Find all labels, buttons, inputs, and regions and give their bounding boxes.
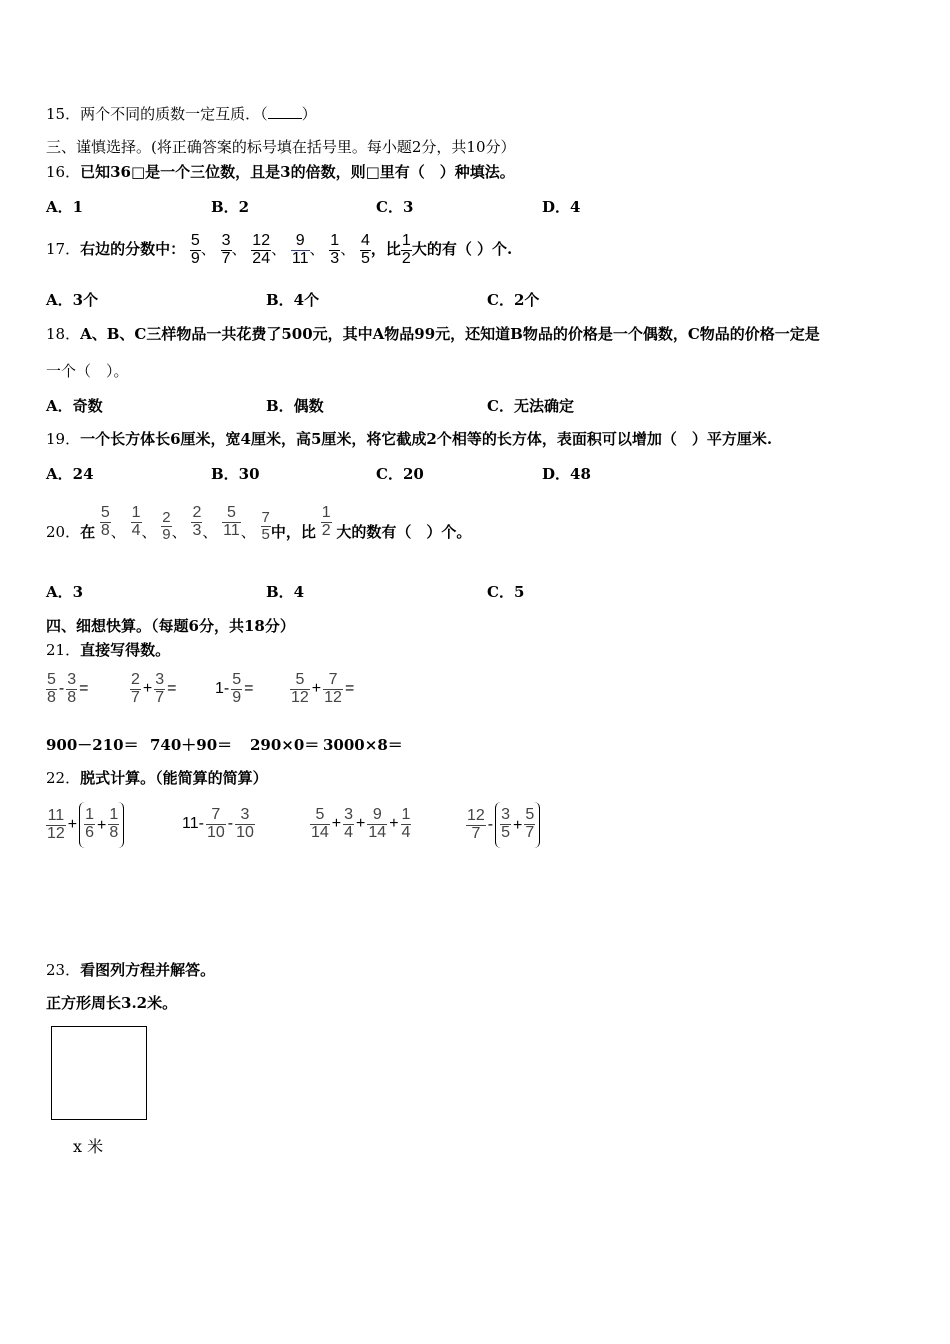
q17-option-a: A．3个 — [46, 291, 99, 309]
separator: 、 — [202, 523, 218, 541]
q19-option-a: A．24 — [46, 465, 94, 483]
question-text: 两个不同的质数一定互质．（ — [80, 105, 268, 123]
fraction: $\frac{2}{7}$ — [131, 671, 140, 706]
q21-calc-3: 290×0＝ — [250, 736, 320, 754]
question-title: 看图列方程并解答。 — [80, 961, 216, 979]
question-number: 21． — [46, 641, 81, 659]
fraction: $\frac{7}{5}$ — [261, 508, 270, 543]
q17-option-c: C．2个 — [487, 291, 540, 309]
q20-option-b: B．4 — [266, 583, 305, 601]
fraction: $\frac{3}{4}$ — [344, 806, 354, 841]
question-number: 23． — [46, 961, 81, 979]
q20-option-a: A．3 — [46, 583, 84, 601]
section-3-title: 三、谨慎选择。(将正确答案的标号填在括号里。每小题2分，共10分） — [46, 138, 516, 156]
fraction: $\frac{5}{9}$ — [232, 671, 242, 706]
question-number: 19． — [46, 430, 81, 448]
q21-expr-2: $\frac{2}{7}$ + $\frac{3}{7}$ = — [131, 671, 177, 706]
q16-option-d: D．4 — [542, 198, 581, 216]
q22-expr-1: $\frac{11}{12}$ + $\frac{1}{6}$ + $\frac{1}{8}$ — [46, 802, 124, 848]
side-label: x 米 — [73, 1137, 104, 1156]
fraction: $\frac{1}{6}$ — [85, 805, 95, 841]
question-text: ，比 — [370, 240, 401, 258]
q16-option-a: A．1 — [46, 198, 84, 216]
question-text: 一个长方体长6厘米，宽4厘米，高5厘米，将它截成2个相等的长方体，表面积可以增加（ ）平方厘米. — [80, 430, 773, 448]
q16-option-c: C．3 — [376, 198, 414, 216]
separator: 、 — [200, 240, 216, 258]
q17-option-b: B．4个 — [266, 291, 320, 309]
fraction: $\frac{2}{3}$ — [192, 503, 202, 539]
fraction: $\frac{5}{8}$ — [47, 671, 56, 706]
square-figure — [51, 1026, 147, 1120]
question-number: 17． — [46, 240, 81, 258]
q21-expr-3: 1- $\frac{5}{9}$ = — [215, 671, 254, 706]
question-number: 16． — [46, 163, 81, 181]
fraction: $\frac{5}{14}$ — [311, 806, 329, 841]
q19-option-b: B．30 — [211, 465, 260, 483]
parentheses: $\frac{1}{6}$ + $\frac{1}{8}$ — [79, 802, 124, 848]
fraction: $\frac{5}{9}$ — [190, 231, 200, 267]
fraction: $\frac{5}{8}$ — [100, 503, 110, 539]
question-number: 20． — [46, 523, 81, 541]
question-text: 中，比 — [270, 523, 316, 541]
question-title: 直接写得数。 — [80, 641, 171, 659]
question-19 — [46, 428, 772, 449]
q18-option-a: A．奇数 — [46, 397, 103, 415]
question-21 — [46, 639, 170, 660]
question-number: 22． — [46, 769, 81, 787]
q16-option-b: B．2 — [211, 198, 250, 216]
fraction: $\frac{3}{10}$ — [236, 806, 254, 841]
question-text: A、B、C三样物品一共花费了500元，其中A物品99元，还知道B物品的价格是一个偶数，C物品的价格一定是 — [80, 325, 820, 343]
q21-calc-1: 900－210＝ — [46, 736, 139, 754]
q22-expr-2: 11- $\frac{7}{10}$ - $\frac{3}{10}$ — [182, 806, 254, 841]
question-18 — [46, 323, 820, 344]
question-23 — [46, 959, 215, 980]
separator: 、 — [171, 523, 187, 541]
question-22 — [46, 767, 268, 788]
q22-expr-4: $\frac{12}{7}$ - $\frac{3}{5}$ + $\frac{5}{7}$ — [466, 802, 540, 848]
fraction: $\frac{3}{7}$ — [155, 671, 165, 706]
question-20 — [46, 494, 471, 570]
fraction: $\frac{12}{7}$ — [467, 806, 485, 842]
question-16 — [46, 161, 515, 182]
question-15 — [46, 103, 317, 124]
question-text: 在 — [80, 523, 96, 541]
fraction: $\frac{3}{7}$ — [221, 231, 231, 267]
q22-expr-3: $\frac{5}{14}$ + $\frac{3}{4}$ + $\frac{9}{14}$ + $\frac{1}{4}$ — [311, 806, 411, 841]
question-17 — [46, 226, 512, 272]
compare-fraction: $\frac{1}{2}$ — [401, 231, 411, 267]
parentheses: $\frac{3}{5}$ + $\frac{5}{7}$ — [495, 802, 540, 848]
question-text: 大的数有（ ）个。 — [336, 523, 472, 541]
question-title: 脱式计算。（能简算的简算） — [80, 769, 268, 787]
fraction: $\frac{12}{24}$ — [252, 231, 271, 267]
fraction: $\frac{5}{7}$ — [525, 805, 535, 841]
q20-option-c: C．5 — [487, 583, 525, 601]
separator: 、 — [240, 523, 256, 541]
separator: 、 — [231, 240, 247, 258]
question-text: 已知36□是一个三位数，且是3的倍数，则□里有（ ）种填法。 — [80, 163, 515, 181]
question-18-line2: 一个（ ）。 — [46, 362, 129, 380]
fraction: $\frac{5}{12}$ — [291, 671, 309, 706]
paren-close: ） — [301, 105, 317, 123]
q21-calc-2: 740＋90＝ — [150, 736, 233, 754]
question-text: 右边的分数中： — [80, 240, 186, 258]
q21-expr-1: $\frac{5}{8}$ - $\frac{3}{8}$ = — [47, 671, 89, 706]
question-number: 18． — [46, 325, 81, 343]
fraction: $\frac{3}{5}$ — [501, 805, 511, 841]
compare-fraction: $\frac{1}{2}$ — [321, 503, 331, 539]
question-text: 大的有（ ）个. — [411, 240, 513, 258]
fraction: $\frac{5}{11}$ — [223, 503, 240, 539]
separator: 、 — [141, 523, 157, 541]
fraction: $\frac{3}{8}$ — [67, 671, 77, 706]
fraction: $\frac{1}{3}$ — [330, 231, 340, 267]
question-number: 15． — [46, 105, 81, 123]
fraction: $\frac{7}{12}$ — [324, 671, 342, 706]
fraction: $\frac{1}{4}$ — [131, 503, 141, 539]
separator: 、 — [340, 240, 356, 258]
separator: 、 — [271, 240, 287, 258]
fraction: $\frac{9}{14}$ — [368, 806, 387, 841]
section-4-title: 四、细想快算。（每题6分，共18分） — [46, 617, 295, 635]
separator: 、 — [110, 523, 126, 541]
separator: 、 — [309, 240, 325, 258]
fraction: $\frac{1}{8}$ — [109, 805, 119, 841]
fraction: $\frac{2}{9}$ — [162, 508, 171, 543]
q19-option-c: C．20 — [376, 465, 424, 483]
q21-expr-4: $\frac{5}{12}$ + $\frac{7}{12}$ = — [291, 671, 355, 706]
fraction: $\frac{9}{11}$ — [291, 231, 309, 267]
q18-option-b: B．偶数 — [266, 397, 324, 415]
q19-option-d: D．48 — [542, 465, 591, 483]
fraction: $\frac{4}{5}$ — [361, 231, 370, 267]
answer-blank — [268, 104, 302, 119]
fraction: $\frac{1}{4}$ — [401, 806, 411, 841]
q18-option-c: C．无法确定 — [487, 397, 574, 415]
q21-calc-4: 3000×8＝ — [323, 736, 403, 754]
fraction: $\frac{7}{10}$ — [206, 806, 225, 841]
q23-note: 正方形周长3.2米。 — [46, 994, 178, 1012]
fraction: $\frac{11}{12}$ — [47, 806, 65, 842]
